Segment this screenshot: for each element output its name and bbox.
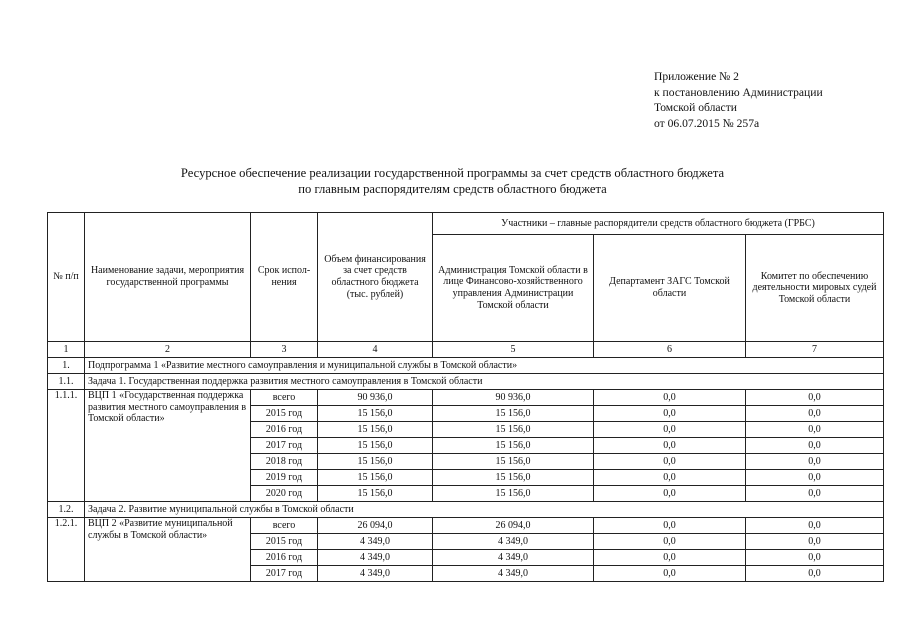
volume-cell: 15 156,0 [318, 454, 433, 470]
participant-1-cell: 26 094,0 [433, 518, 594, 534]
task-row [48, 502, 884, 518]
participant-2-cell: 0,0 [594, 422, 746, 438]
volume-cell: 26 094,0 [318, 518, 433, 534]
participant-2-cell: 0,0 [594, 534, 746, 550]
volume-cell: 4 349,0 [318, 534, 433, 550]
term-cell: всего [251, 390, 318, 406]
col-number: 3 [251, 342, 318, 358]
participant-3-cell: 0,0 [746, 454, 884, 470]
appendix-line: к постановлению Администрации [654, 85, 823, 99]
task-title: Задача 2. Развитие муниципальной службы в Томской области [85, 502, 884, 518]
header-num: № п/п [48, 213, 85, 342]
volume-cell: 4 349,0 [318, 550, 433, 566]
task-title: Задача 1. Государственная поддержка развития местного самоуправления в Томской области [85, 374, 884, 390]
participant-1-cell: 4 349,0 [433, 550, 594, 566]
volume-cell: 15 156,0 [318, 486, 433, 502]
participant-3-cell: 0,0 [746, 566, 884, 582]
col-number: 4 [318, 342, 433, 358]
row-num: 1.2. [48, 502, 85, 518]
participant-3-cell: 0,0 [746, 390, 884, 406]
participant-2-cell: 0,0 [594, 518, 746, 534]
appendix-line: Приложение № 2 [654, 70, 739, 83]
activity-name: ВЦП 1 «Государственная поддержка развития местного самоуправления в Томской области» [85, 390, 251, 502]
term-cell: всего [251, 518, 318, 534]
term-cell: 2017 год [251, 566, 318, 582]
subprogram-row [48, 358, 884, 374]
participant-1-cell: 4 349,0 [433, 534, 594, 550]
term-cell: 2015 год [251, 534, 318, 550]
volume-cell: 15 156,0 [318, 470, 433, 486]
header-participant-3: Комитет по обеспечению деятельности мировых судей Томской области [746, 235, 884, 342]
participant-1-cell: 15 156,0 [433, 470, 594, 486]
participant-3-cell: 0,0 [746, 470, 884, 486]
participant-3-cell: 0,0 [746, 406, 884, 422]
col-number: 2 [85, 342, 251, 358]
volume-cell: 15 156,0 [318, 438, 433, 454]
participant-1-cell: 15 156,0 [433, 438, 594, 454]
term-cell: 2020 год [251, 486, 318, 502]
participant-2-cell: 0,0 [594, 486, 746, 502]
participant-1-cell: 4 349,0 [433, 566, 594, 582]
col-number: 1 [48, 342, 85, 358]
row-num: 1.1.1. [48, 390, 85, 502]
table-row [48, 390, 884, 406]
appendix-line: от 06.07.2015 № 257а [654, 116, 760, 130]
term-cell: 2015 год [251, 406, 318, 422]
table-row [48, 518, 884, 534]
subprogram-title: Подпрограмма 1 «Развитие местного самоуправления и муниципальной службы в Томской области» [85, 358, 884, 374]
column-number-row [48, 342, 884, 358]
header-row [48, 213, 884, 235]
participant-1-cell: 15 156,0 [433, 406, 594, 422]
participant-2-cell: 0,0 [594, 438, 746, 454]
participant-2-cell: 0,0 [594, 550, 746, 566]
participant-3-cell: 0,0 [746, 422, 884, 438]
header-volume: Объем финансирования за счет средств областного бюджета (тыс. рублей) [318, 213, 433, 342]
volume-cell: 4 349,0 [318, 566, 433, 582]
task-row [48, 374, 884, 390]
header-participant-1: Администрация Томской области в лице Финансово-хозяйственного управления Администрации Томской области [433, 235, 594, 342]
col-number: 7 [746, 342, 884, 358]
header-term: Срок испол-нения [251, 213, 318, 342]
participant-3-cell: 0,0 [746, 534, 884, 550]
participant-2-cell: 0,0 [594, 454, 746, 470]
row-num: 1. [48, 358, 85, 374]
header-participant-2: Департамент ЗАГС Томской области [594, 235, 746, 342]
title-line-2: по главным распорядителям средств областного бюджета [298, 181, 607, 196]
header-name: Наименование задачи, мероприятия государственной программы [85, 213, 251, 342]
appendix-block [654, 69, 823, 131]
col-number: 5 [433, 342, 594, 358]
term-cell: 2016 год [251, 550, 318, 566]
term-cell: 2017 год [251, 438, 318, 454]
participant-1-cell: 15 156,0 [433, 454, 594, 470]
participant-2-cell: 0,0 [594, 406, 746, 422]
participant-1-cell: 15 156,0 [433, 486, 594, 502]
activity-name: ВЦП 2 «Развитие муниципальной службы в Томской области» [85, 518, 251, 582]
row-num: 1.1. [48, 374, 85, 390]
document-title [0, 166, 905, 197]
volume-cell: 90 936,0 [318, 390, 433, 406]
volume-cell: 15 156,0 [318, 406, 433, 422]
volume-cell: 15 156,0 [318, 422, 433, 438]
participant-3-cell: 0,0 [746, 438, 884, 454]
budget-table [47, 212, 884, 582]
participant-2-cell: 0,0 [594, 470, 746, 486]
participant-2-cell: 0,0 [594, 390, 746, 406]
term-cell: 2016 год [251, 422, 318, 438]
participant-1-cell: 90 936,0 [433, 390, 594, 406]
participant-2-cell: 0,0 [594, 566, 746, 582]
appendix-line: Томской области [654, 101, 737, 115]
participant-3-cell: 0,0 [746, 486, 884, 502]
col-number: 6 [594, 342, 746, 358]
title-line-1: Ресурсное обеспечение реализации государственной программы за счет средств областного бюджета [180, 166, 725, 180]
participant-3-cell: 0,0 [746, 518, 884, 534]
header-participants: Участники – главные распорядители средств областного бюджета (ГРБС) [433, 213, 884, 235]
term-cell: 2019 год [251, 470, 318, 486]
participant-1-cell: 15 156,0 [433, 422, 594, 438]
participant-3-cell: 0,0 [746, 550, 884, 566]
term-cell: 2018 год [251, 454, 318, 470]
row-num: 1.2.1. [48, 518, 85, 582]
